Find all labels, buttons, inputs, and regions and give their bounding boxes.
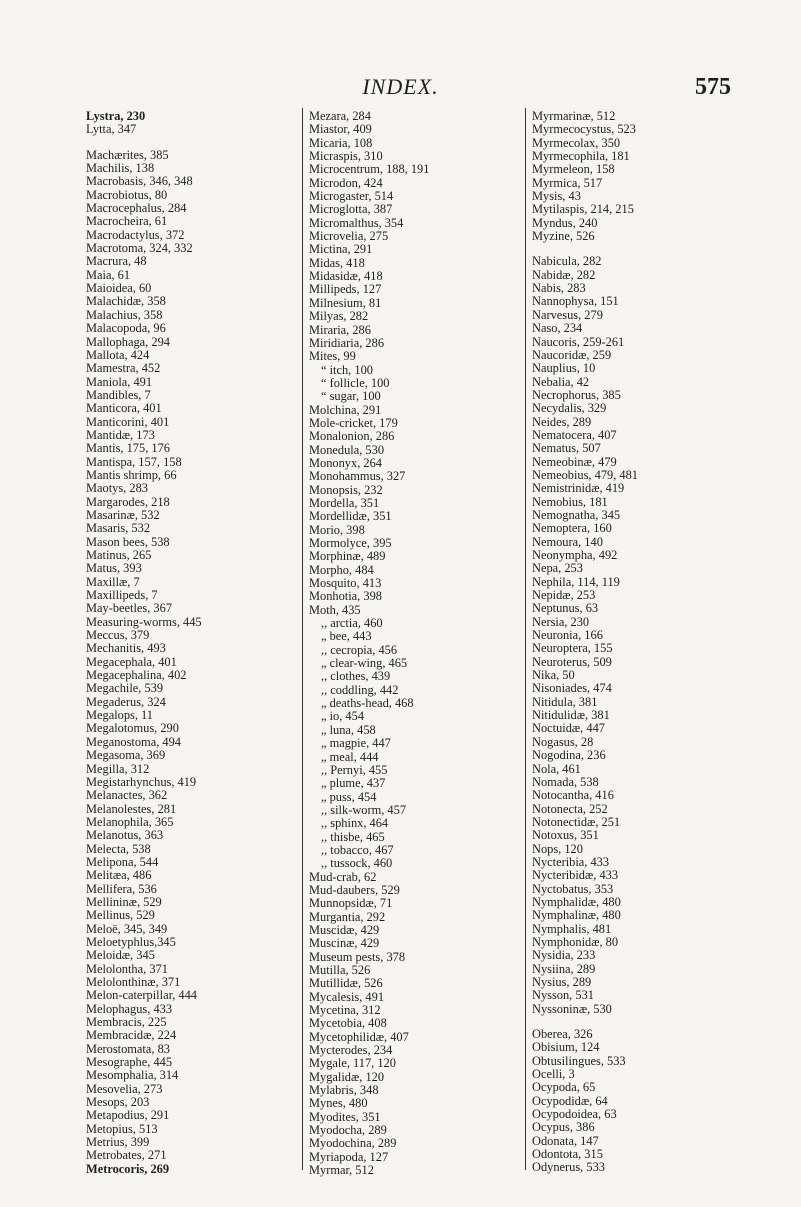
index-entry: Nomada, 538 — [532, 774, 599, 789]
index-entry: Mictina, 291 — [309, 242, 373, 257]
index-entry: Maotys, 283 — [86, 481, 148, 496]
index-entry: Macrodactylus, 372 — [86, 227, 185, 242]
index-entry: Mites, 99 — [309, 349, 356, 364]
index-entry: Maniola, 491 — [86, 374, 153, 389]
index-entry: Nephila, 114, 119 — [532, 574, 620, 589]
index-entry: Nebalia, 42 — [532, 374, 590, 389]
index-entry: ,, silk-worm, 457 — [321, 802, 407, 817]
index-entry: Neuroptera, 155 — [532, 641, 613, 656]
index-entry: Melolontha, 371 — [86, 961, 168, 976]
index-entry: Mordella, 351 — [309, 495, 380, 510]
index-entry: Mosquito, 413 — [309, 576, 382, 591]
index-entry: Monhotia, 398 — [309, 589, 382, 604]
index-entry: May-beetles, 367 — [86, 601, 173, 616]
index-entry: Nysidia, 233 — [532, 948, 596, 963]
index-entry: Millipeds, 127 — [309, 282, 382, 297]
index-entry: Neptunus, 63 — [532, 601, 599, 616]
index-entry: Muscidæ, 429 — [309, 922, 380, 937]
index-entry: Manticorini, 401 — [86, 414, 170, 429]
index-entry: Nemistrinidæ, 419 — [532, 481, 625, 496]
index-entry: Lytta, 347 — [86, 122, 137, 137]
index-entry: Mycalesis, 491 — [309, 989, 385, 1004]
index-entry: “ follicle, 100 — [321, 375, 390, 390]
index-entry: Maioidea, 60 — [86, 281, 152, 296]
index-entry: Nogodina, 236 — [532, 748, 606, 763]
index-entry: Ocypodoidea, 63 — [532, 1107, 617, 1122]
index-entry: Mole-cricket, 179 — [309, 415, 398, 430]
index-entry: Moth, 435 — [309, 602, 361, 617]
index-entry: Necrophorus, 385 — [532, 387, 621, 402]
index-entry: Manticora, 401 — [86, 401, 162, 416]
index-entry: Micromalthus, 354 — [309, 215, 404, 230]
index-entry: Mesomphalia, 314 — [86, 1068, 179, 1083]
index-entry: Myndus, 240 — [532, 215, 598, 230]
index-entry: Narvesus, 279 — [532, 307, 603, 322]
index-entry: Obisium, 124 — [532, 1040, 600, 1055]
index-entry: Megalotomus, 290 — [86, 721, 179, 736]
index-entry: Myrmarinæ, 512 — [532, 109, 616, 123]
index-entry: Naso, 234 — [532, 321, 583, 336]
index-entry: Mycetobia, 408 — [309, 1016, 387, 1031]
index-entry: Melanotus, 363 — [86, 828, 164, 843]
index-entry: Macrobasis, 346, 348 — [86, 174, 193, 189]
index-entry: Melophagus, 433 — [86, 1001, 173, 1016]
index-entry: „ puss, 454 — [321, 789, 377, 804]
index-entry: Ocypodidæ, 64 — [532, 1093, 608, 1108]
index-entry: Nyssoninæ, 530 — [532, 1001, 612, 1016]
index-entry: „ bee, 443 — [321, 629, 372, 644]
index-entry: Nabicula, 282 — [532, 254, 602, 269]
index-entry: Monopsis, 232 — [309, 482, 383, 497]
index-entry: Mesographe, 445 — [86, 1055, 173, 1070]
index-entry: „ io, 454 — [321, 709, 365, 724]
index-entry: Myodocha, 289 — [309, 1123, 387, 1138]
index-entry: Nitidula, 381 — [532, 694, 598, 709]
index-entry: Merostomata, 83 — [86, 1041, 170, 1056]
index-entry: Nemobius, 181 — [532, 494, 608, 509]
index-entry: Myrmecocystus, 523 — [532, 122, 636, 137]
index-entry: Nemoptera, 160 — [532, 521, 612, 536]
index-entry: ,, tobacco, 467 — [321, 842, 394, 857]
index-entry: Meccus, 379 — [86, 628, 150, 643]
index-entry: Nycteribidæ, 433 — [532, 868, 619, 883]
index-entry: Megistarhynchus, 419 — [86, 774, 197, 789]
index-entry: ,, arctia, 460 — [321, 616, 383, 631]
index-entry: Nepa, 253 — [532, 561, 583, 576]
column-divider — [302, 108, 303, 1170]
index-entry: Munnopsidæ, 71 — [309, 896, 393, 911]
index-entry: Mellifera, 536 — [86, 881, 157, 896]
index-entry: Mantis, 175, 176 — [86, 441, 170, 456]
index-entry: Oberea, 326 — [532, 1027, 593, 1042]
index-entry: Noctuidæ, 447 — [532, 721, 605, 736]
index-entry: Nymphalidæ, 480 — [532, 894, 621, 909]
index-entry: Nersia, 230 — [532, 614, 590, 629]
index-entry: Neides, 289 — [532, 414, 592, 429]
index-entry: Melitæa, 486 — [86, 868, 152, 883]
index-entry: Ocypus, 386 — [532, 1120, 595, 1135]
index-entry: Masaris, 532 — [86, 521, 151, 536]
index-entry: Melecta, 538 — [86, 841, 151, 856]
index-entry: Nymphalis, 481 — [532, 921, 612, 936]
index-entry: Metrobates, 271 — [86, 1148, 167, 1163]
index-entry: Nauplius, 10 — [532, 361, 596, 376]
index-entry: Matus, 393 — [86, 561, 142, 576]
index-column-3 — [532, 110, 767, 1175]
index-entry: Muscinæ, 429 — [309, 936, 380, 951]
index-entry: Ocypoda, 65 — [532, 1080, 596, 1095]
index-entry: Museum pests, 378 — [309, 949, 406, 964]
index-entry: Myrmar, 512 — [309, 1163, 374, 1178]
index-entry: Maia, 61 — [86, 267, 131, 282]
index-entry: Metapodius, 291 — [86, 1108, 170, 1123]
index-entry: Mygalidæ, 120 — [309, 1069, 385, 1084]
index-entry: Mynes, 480 — [309, 1096, 368, 1111]
index-entry: Nabis, 283 — [532, 281, 586, 296]
index-entry: Miridiaria, 286 — [309, 335, 385, 350]
index-entry: Mellinus, 529 — [86, 908, 155, 923]
index-entry: Nitidulidæ, 381 — [532, 708, 610, 723]
index-entry: Myrmecophila, 181 — [532, 149, 630, 164]
index-entry: Nymphalinæ, 480 — [532, 908, 621, 923]
index-entry: Melolonthinæ, 371 — [86, 975, 181, 989]
index-entry: Mandibles, 7 — [86, 387, 151, 402]
index-entry: Nisoniades, 474 — [532, 681, 612, 696]
index-entry: Micraspis, 310 — [309, 149, 383, 164]
index-entry: Megaderus, 324 — [86, 694, 166, 709]
index-entry: Mellininæ, 529 — [86, 894, 162, 909]
index-entry: Myrmecolax, 350 — [532, 135, 621, 150]
index-entry: Macrura, 48 — [86, 254, 147, 269]
index-entry: Neuroterus, 509 — [532, 654, 612, 669]
index-entry: Notonectidæ, 251 — [532, 814, 621, 829]
column-divider — [525, 108, 526, 1170]
index-entry: Meganostoma, 494 — [86, 734, 181, 749]
index-entry: Micaria, 108 — [309, 135, 373, 150]
index-entry: “ itch, 100 — [321, 362, 373, 377]
index-entry: Myrmeleon, 158 — [532, 162, 615, 177]
index-entry: Mesovelia, 273 — [86, 1081, 163, 1096]
index-entry: Nymphonidæ, 80 — [532, 934, 619, 949]
index-entry: ,, clothes, 439 — [321, 669, 391, 684]
index-entry: Monalonion, 286 — [309, 429, 395, 444]
index-entry: Metrocoris, 269 — [86, 1161, 170, 1176]
index-entry: Malacopoda, 96 — [86, 321, 166, 336]
index-entry: Nemognatha, 345 — [532, 507, 621, 522]
index-entry: Microcentrum, 188, 191 — [309, 162, 430, 177]
index-entry: Mamestra, 452 — [86, 361, 161, 376]
index-entry: Mallophaga, 294 — [86, 334, 170, 349]
index-entry: Mesops, 203 — [86, 1095, 150, 1110]
index-entry: Membracidæ, 224 — [86, 1028, 177, 1043]
index-entry: Mantidæ, 173 — [86, 427, 155, 442]
index-entry: Mononyx, 264 — [309, 455, 382, 470]
index-entry: Midasidæ, 418 — [309, 269, 383, 284]
index-entry: Mysis, 43 — [532, 189, 581, 204]
index-entry: „ deaths-head, 468 — [321, 696, 414, 711]
index-entry: Mycetina, 312 — [309, 1003, 381, 1018]
index-entry: Morio, 398 — [309, 522, 365, 537]
index-entry: Mantis shrimp, 66 — [86, 467, 177, 482]
index-entry: Meloetyphlus,345 — [86, 934, 176, 949]
index-entry: Megacephala, 401 — [86, 654, 177, 669]
index-entry: Murgantia, 292 — [309, 909, 386, 924]
index-entry: Meloë, 345, 349 — [86, 921, 168, 936]
index-entry: Mutillidæ, 526 — [309, 976, 383, 991]
index-entry: „ clear-wing, 465 — [321, 656, 408, 671]
index-entry: Mutilla, 526 — [309, 963, 371, 977]
index-entry: Mason bees, 538 — [86, 534, 170, 549]
index-entry: Maxillipeds, 7 — [86, 588, 158, 603]
index-entry: Lystra, 230 — [86, 109, 146, 123]
index-entry: Mordellidæ, 351 — [309, 509, 392, 524]
index-entry: „ magpie, 447 — [321, 736, 391, 751]
index-entry: Melanolestes, 281 — [86, 801, 177, 816]
index-entry: Mylabris, 348 — [309, 1083, 379, 1098]
index-entry: Notonecta, 252 — [532, 801, 608, 816]
index-entry: Macrocephalus, 284 — [86, 201, 187, 216]
index-entry: Malachidæ, 358 — [86, 294, 166, 309]
index-entry: Mallota, 424 — [86, 347, 150, 362]
index-entry: Neonympha, 492 — [532, 548, 618, 562]
index-entry: Mechanitis, 493 — [86, 641, 166, 656]
index-entry: Matinus, 265 — [86, 548, 152, 562]
index-column-2 — [309, 110, 544, 1178]
index-entry: Nops, 120 — [532, 841, 583, 856]
index-entry: Macrobiotus, 80 — [86, 187, 168, 202]
page-number: 575 — [695, 74, 731, 100]
index-entry: Myodites, 351 — [309, 1109, 381, 1124]
index-entry: Necydalis, 329 — [532, 401, 607, 416]
index-entry: Measuring-worms, 445 — [86, 614, 202, 629]
index-entry: Malachius, 358 — [86, 307, 163, 322]
index-entry: Megasoma, 369 — [86, 748, 166, 763]
index-entry: Monohammus, 327 — [309, 469, 406, 484]
index-entry: „ meal, 444 — [321, 749, 379, 764]
index-entry: Neuronia, 166 — [532, 628, 603, 643]
index-entry: Odonata, 147 — [532, 1133, 599, 1148]
index-entry: Machærites, 385 — [86, 147, 169, 162]
index-entry: Microdon, 424 — [309, 175, 383, 190]
index-entry: Mygale, 117, 120 — [309, 1056, 396, 1071]
index-entry: Mantispa, 157, 158 — [86, 454, 182, 469]
index-entry: Megacephalina, 402 — [86, 668, 187, 683]
index-entry: Nabidæ, 282 — [532, 267, 596, 282]
index-entry: Obtusilingues, 533 — [532, 1053, 626, 1068]
index-column-1 — [86, 110, 321, 1176]
index-entry: Macrocheira, 61 — [86, 214, 168, 229]
index-entry: ,, Pernyi, 455 — [321, 762, 388, 777]
index-entry: Nannophysa, 151 — [532, 294, 619, 309]
index-entry: Odynerus, 533 — [532, 1160, 605, 1175]
index-entry: Membracis, 225 — [86, 1015, 167, 1030]
index-entry: Naucoridæ, 259 — [532, 347, 612, 362]
index-entry: „ luna, 458 — [321, 722, 376, 737]
index-entry: Myriapoda, 127 — [309, 1149, 389, 1164]
index-entry: Nematus, 507 — [532, 441, 601, 456]
index-entry: Metopius, 513 — [86, 1121, 158, 1136]
index-entry: Myzine, 526 — [532, 229, 595, 244]
index-entry: Nemeobius, 479, 481 — [532, 467, 638, 482]
index-entry: Melon-caterpillar, 444 — [86, 988, 197, 1003]
index-entry: Meloidæ, 345 — [86, 948, 155, 963]
index-entry: Mezara, 284 — [309, 109, 371, 123]
index-entry: Notocantha, 416 — [532, 788, 614, 803]
index-entry: Milyas, 282 — [309, 309, 369, 324]
index-entry: Nola, 461 — [532, 761, 581, 776]
index-entry: Machilis, 138 — [86, 161, 155, 176]
index-entry: “ sugar, 100 — [321, 389, 381, 404]
index-entry: Macrotoma, 324, 332 — [86, 241, 193, 256]
index-entry: Nysius, 289 — [532, 975, 592, 989]
index-entry: ,, tussock, 460 — [321, 856, 393, 871]
index-entry: Naucoris, 259-261 — [532, 334, 625, 349]
index-entry: Mycterodes, 234 — [309, 1043, 393, 1058]
index-entry: Nyctobatus, 353 — [532, 881, 614, 896]
index-entry: Myrmica, 517 — [532, 175, 603, 190]
index-entry: Midas, 418 — [309, 255, 365, 270]
index-entry: Melanactes, 362 — [86, 788, 168, 803]
index-entry: Miastor, 409 — [309, 122, 372, 137]
index-entry: ,, coddling, 442 — [321, 682, 399, 697]
index-entry: Nysiina, 289 — [532, 961, 596, 976]
index-entry: Nika, 50 — [532, 668, 575, 683]
index-entry: Nepidæ, 253 — [532, 588, 596, 603]
index-entry: Nematocera, 407 — [532, 427, 617, 442]
index-entry: Megalops, 11 — [86, 708, 153, 723]
index-entry: Nogasus, 28 — [532, 734, 594, 749]
index-entry: Mycetophilidæ, 407 — [309, 1029, 409, 1044]
index-entry: Morphinæ, 489 — [309, 549, 386, 564]
index-entry: Myodochina, 289 — [309, 1136, 397, 1151]
index-entry: Ocelli, 3 — [532, 1067, 575, 1082]
index-entry: Melanophila, 365 — [86, 814, 174, 829]
index-entry: Megilla, 312 — [86, 761, 150, 776]
index-entry: Nemoura, 140 — [532, 534, 603, 549]
index-entry: Notoxus, 351 — [532, 828, 599, 843]
index-entry: Mud-daubers, 529 — [309, 882, 400, 897]
index-entry: Metrius, 399 — [86, 1135, 150, 1150]
index-entry: Molchina, 291 — [309, 402, 382, 417]
index-entry: Microglotta, 387 — [309, 202, 393, 217]
index-entry: ,, sphinx, 464 — [321, 816, 389, 831]
index-entry: Mormolyce, 395 — [309, 536, 392, 550]
index-entry: Megachile, 539 — [86, 681, 164, 696]
index-entry: Mytilaspis, 214, 215 — [532, 202, 634, 217]
index-entry: Mud-crab, 62 — [309, 869, 377, 884]
index-entry: Margarodes, 218 — [86, 494, 170, 509]
index-entry: Miraria, 286 — [309, 322, 371, 337]
index-entry: „ plume, 437 — [321, 776, 386, 791]
index-entry: Maxillæ, 7 — [86, 574, 140, 589]
index-entry: Nysson, 531 — [532, 988, 594, 1003]
index-entry: Melipona, 544 — [86, 854, 159, 869]
index-entry: Nycteribia, 433 — [532, 854, 610, 869]
index-entry: Nemeobinæ, 479 — [532, 454, 617, 469]
index-entry: Microgaster, 514 — [309, 189, 394, 204]
index-entry: Morpho, 484 — [309, 562, 374, 577]
index-entry: ,, thisbe, 465 — [321, 829, 385, 844]
index-entry: Microvelia, 275 — [309, 229, 389, 244]
index-entry: ,, cecropia, 456 — [321, 642, 398, 657]
index-entry: Odontota, 315 — [532, 1147, 603, 1162]
running-header-title: INDEX. — [362, 74, 439, 99]
index-entry: Milnesium, 81 — [309, 295, 382, 310]
index-entry: Masarinæ, 532 — [86, 507, 160, 522]
index-entry: Monedula, 530 — [309, 442, 385, 457]
